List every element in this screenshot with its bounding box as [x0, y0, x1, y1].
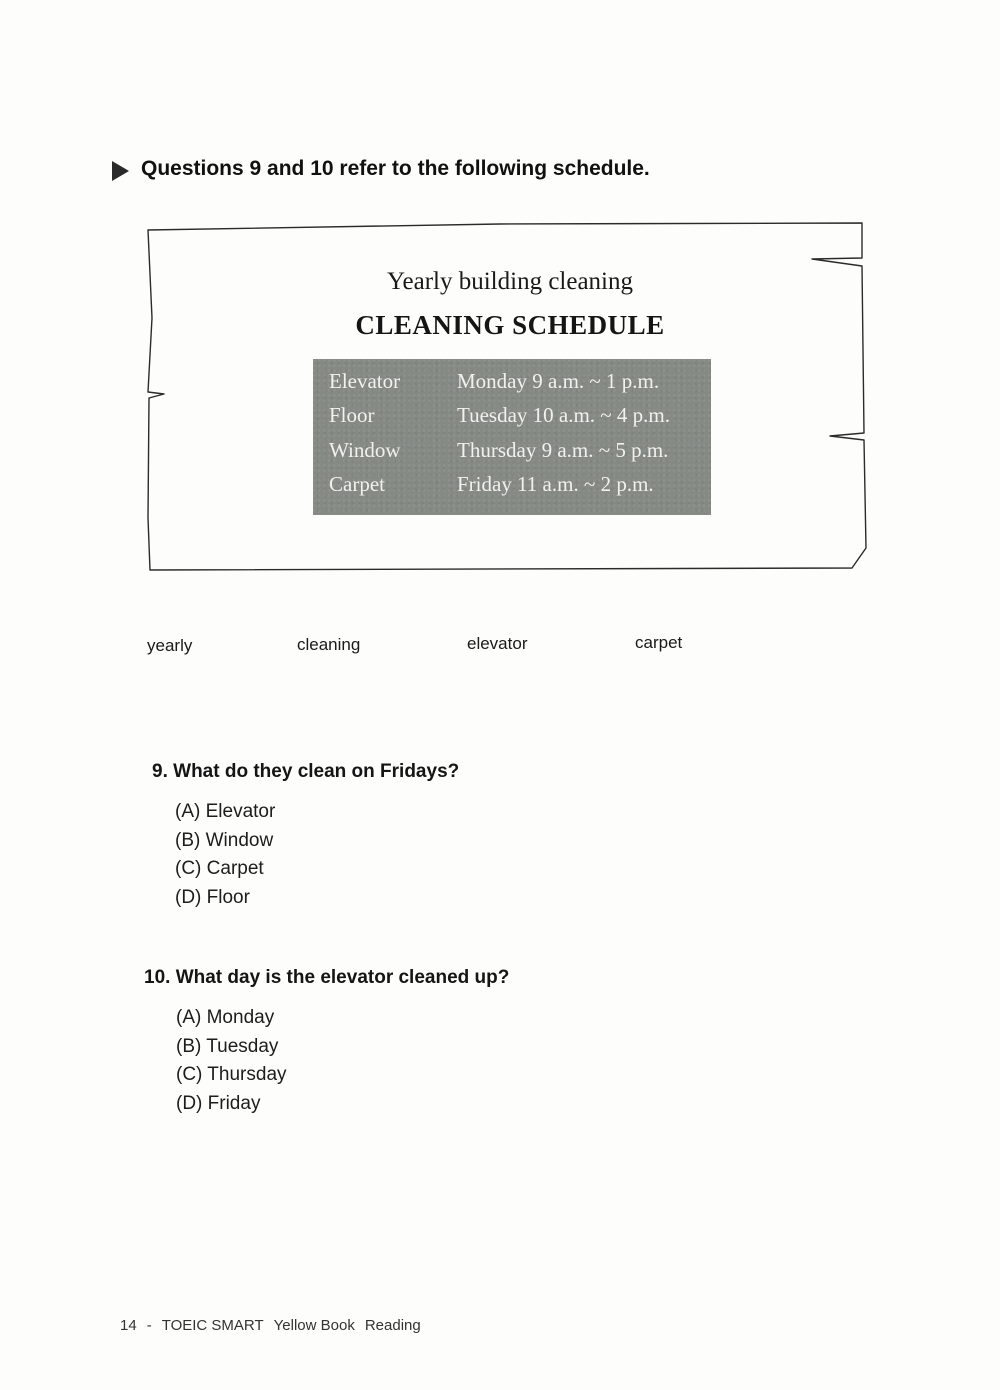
answer-option[interactable]: (A) Elevator [175, 801, 276, 822]
answer-option[interactable]: (D) Friday [176, 1093, 261, 1115]
question-9 [152, 761, 459, 783]
vocab-word: cleaning [297, 635, 361, 654]
schedule-row [329, 472, 699, 502]
vocab-word: yearly [147, 636, 193, 655]
answer-option[interactable]: (C) Thursday [176, 1064, 287, 1086]
schedule-time: Tuesday 10 a.m. ~ 4 p.m. [457, 403, 671, 427]
answer-option[interactable]: (B) Window [175, 829, 274, 851]
section-heading-text: Questions 9 and 10 refer to the following schedule. [141, 157, 650, 180]
schedule-row [329, 438, 699, 468]
question-number: 10. [144, 967, 171, 988]
answer-option[interactable]: (B) Tuesday [176, 1035, 279, 1057]
section-heading [112, 157, 650, 181]
question-10 [144, 967, 509, 989]
cleaning-notice [140, 218, 875, 578]
notice-title: CLEANING SCHEDULE [355, 310, 665, 340]
schedule-item: Floor [329, 403, 375, 427]
book-section: Reading [364, 1317, 421, 1334]
schedule-time: Thursday 9 a.m. ~ 5 p.m. [457, 438, 669, 462]
book-edition: Yellow Book [273, 1317, 355, 1334]
question-text: What day is the elevator cleaned up? [175, 967, 510, 988]
vocab-word: carpet [635, 633, 683, 652]
notice-subtitle: Yearly building cleaning [386, 268, 634, 295]
schedule-item: Elevator [329, 369, 401, 393]
schedule-time: Monday 9 a.m. ~ 1 p.m. [457, 369, 660, 393]
page-footer [120, 1317, 431, 1334]
footer-separator: - [146, 1317, 152, 1334]
page-number: 14 [120, 1317, 137, 1334]
question-10-options [176, 1004, 287, 1119]
schedule-item: Carpet [329, 472, 385, 496]
answer-option[interactable]: (D) Floor [175, 887, 250, 909]
question-9-options [175, 798, 275, 913]
question-text: What do they clean on Fridays? [173, 761, 460, 782]
schedule-item: Window [329, 438, 401, 462]
book-title: TOEIC SMART [161, 1317, 264, 1334]
vocab-word: elevator [467, 634, 528, 653]
schedule-table [313, 359, 711, 515]
play-arrow-icon [112, 161, 129, 181]
schedule-row [329, 369, 699, 399]
answer-option[interactable]: (C) Carpet [175, 858, 264, 880]
schedule-row [329, 403, 699, 433]
question-number: 9. [152, 761, 168, 782]
schedule-time: Friday 11 a.m. ~ 2 p.m. [457, 472, 654, 496]
answer-option[interactable]: (A) Monday [176, 1007, 275, 1028]
